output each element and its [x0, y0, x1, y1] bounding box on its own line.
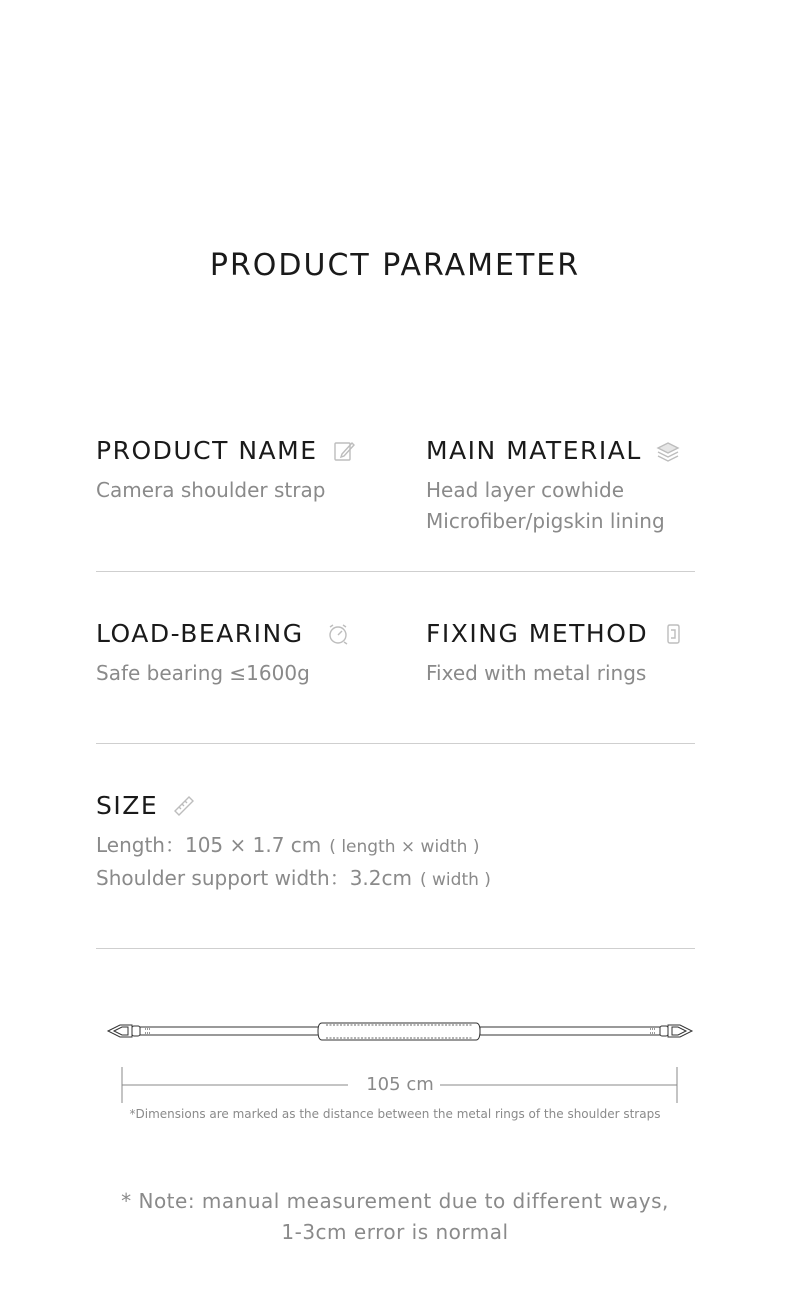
page-title: PRODUCT PARAMETER	[209, 248, 581, 283]
load-bearing-value: Safe bearing ≤1600g	[96, 661, 310, 685]
scale-icon	[326, 622, 350, 646]
dimension-note: *Dimensions are marked as the distance between the metal rings of the shoulder straps	[129, 1107, 661, 1121]
fixing-method-label: FIXING METHOD	[426, 619, 649, 648]
divider	[96, 948, 695, 949]
size-shoulder-width: Shoulder support width：3.2cm	[96, 866, 412, 890]
length-dimension-label: 105 cm	[366, 1074, 434, 1095]
strap-illustration	[100, 1010, 700, 1050]
product-name-value: Camera shoulder strap	[96, 478, 326, 502]
load-bearing-label: LOAD-BEARING	[96, 619, 304, 648]
divider	[96, 743, 695, 744]
measurement-indicator	[120, 1066, 680, 1106]
size-label: SIZE	[96, 791, 159, 820]
note-line-2: 1-3cm error is normal	[281, 1220, 509, 1244]
param-main-material	[426, 436, 680, 537]
layers-icon	[656, 439, 680, 463]
ruler-icon	[172, 794, 196, 818]
param-size	[96, 791, 491, 896]
ring-icon	[662, 622, 686, 646]
param-load-bearing	[96, 619, 350, 689]
size-shoulder-note: ( width )	[419, 870, 491, 890]
size-length: Length：105 × 1.7 cm	[96, 833, 322, 857]
main-material-line-1: Head layer cowhide	[426, 478, 625, 502]
main-material-label: MAIN MATERIAL	[426, 436, 642, 465]
divider	[96, 571, 695, 572]
param-product-name	[96, 436, 356, 506]
param-fixing-method	[426, 619, 686, 689]
product-name-label: PRODUCT NAME	[96, 436, 318, 465]
note-line-1: * Note: manual measurement due to different ways,	[121, 1189, 669, 1213]
edit-icon	[332, 439, 356, 463]
main-material-line-2: Microfiber/pigskin lining	[426, 509, 665, 533]
size-length-note: ( length × width )	[329, 837, 480, 857]
fixing-method-value: Fixed with metal rings	[426, 661, 647, 685]
measurement-note	[0, 1186, 790, 1248]
